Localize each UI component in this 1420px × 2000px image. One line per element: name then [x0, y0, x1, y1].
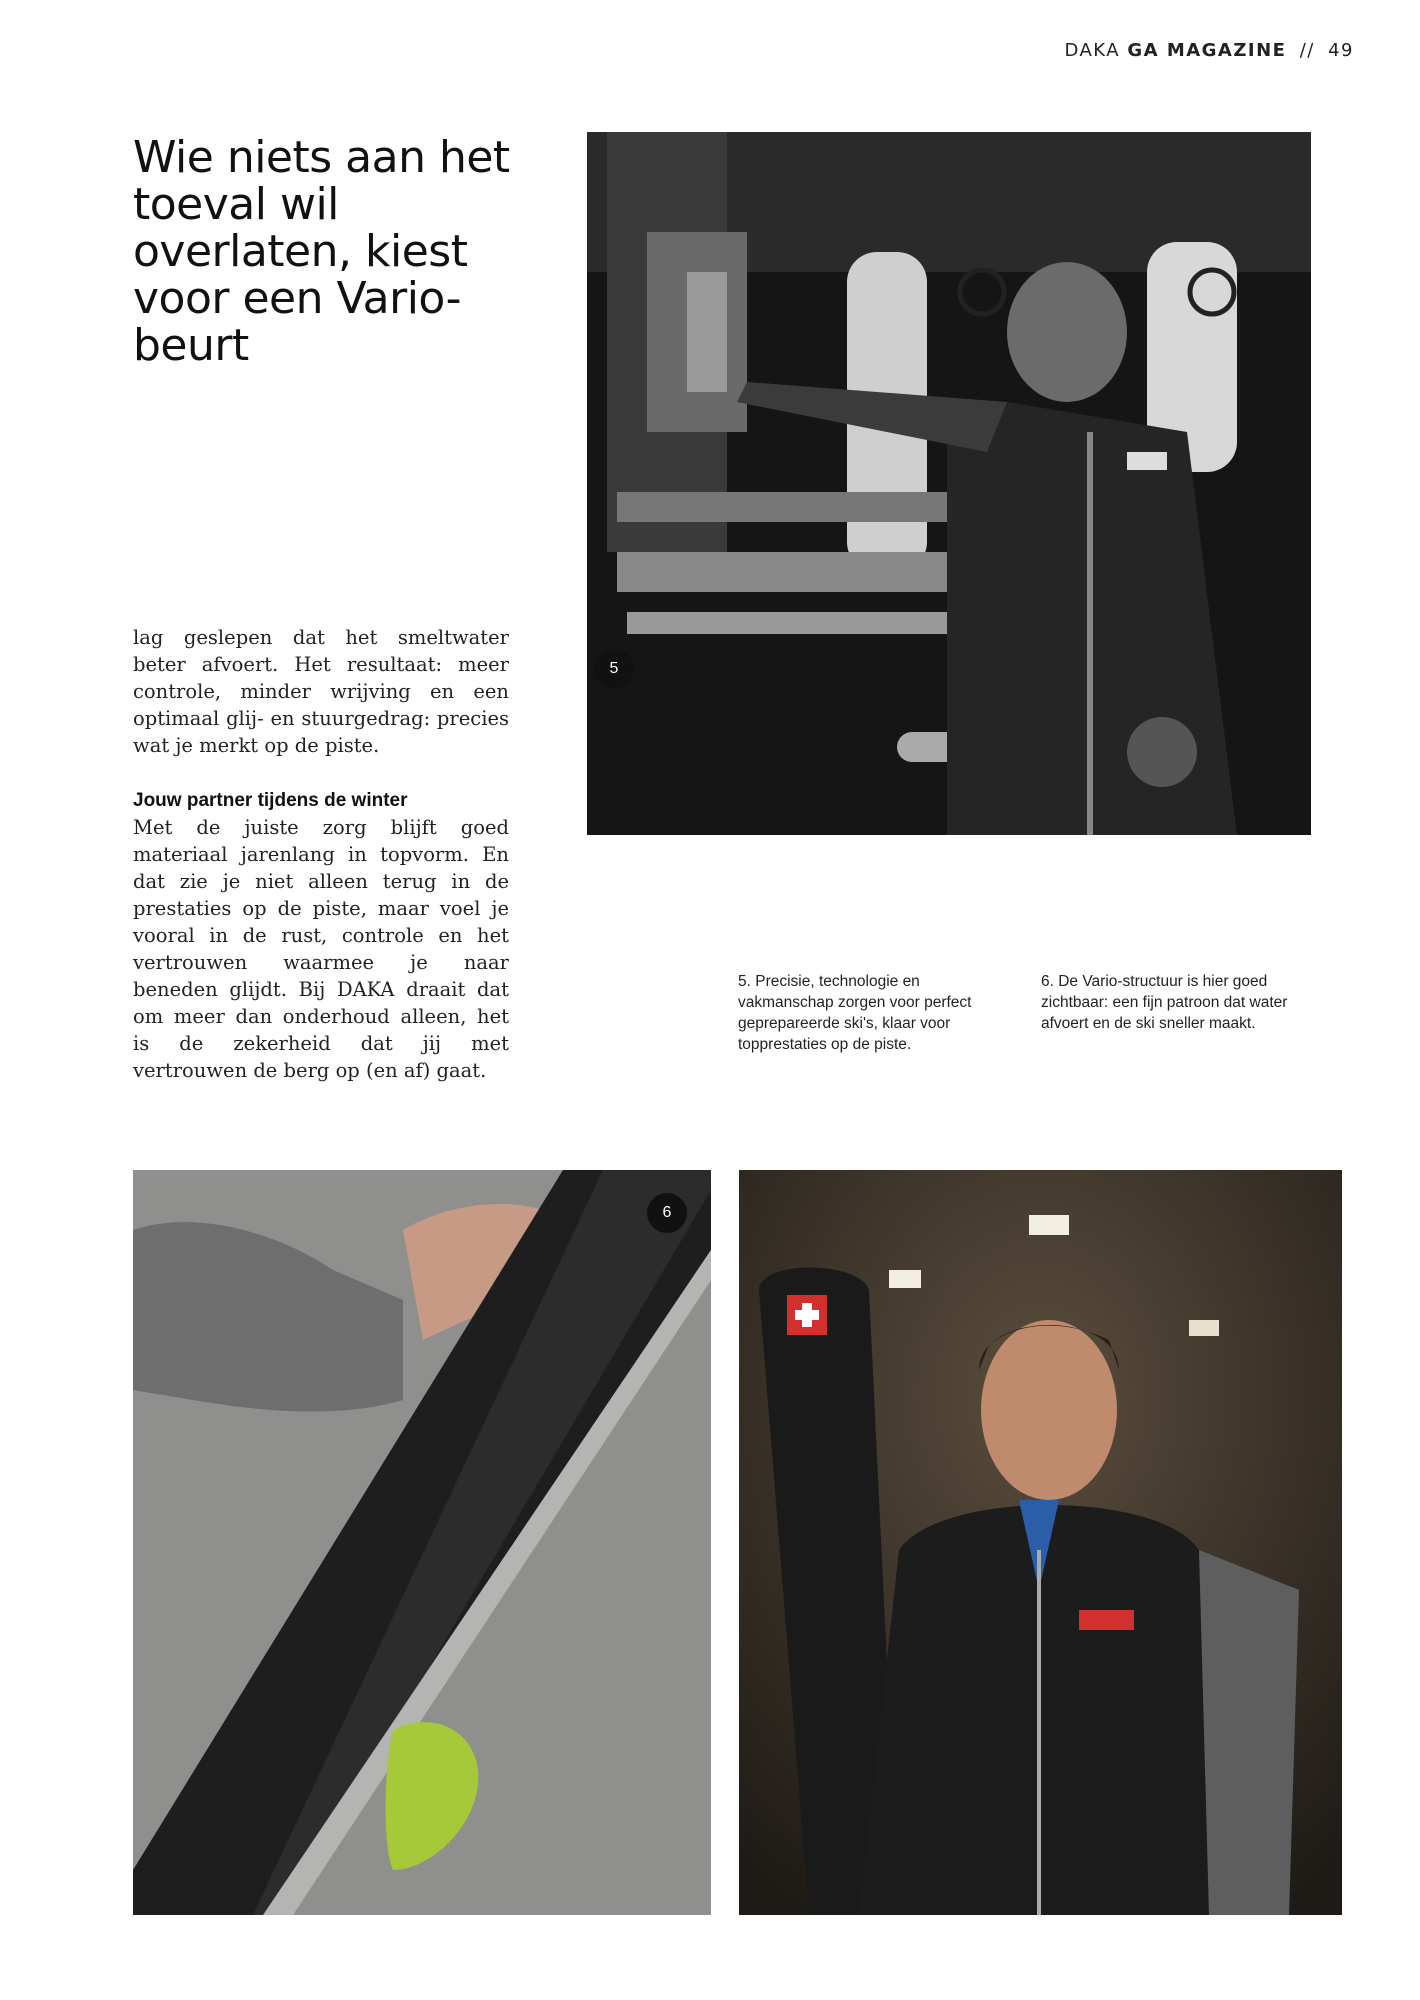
brand-name: DAKA	[1064, 40, 1121, 61]
photo-number-badge-6: 6	[647, 1193, 687, 1233]
photo-ski-base-closeup	[133, 1170, 711, 1915]
body-paragraph-1: lag geslepen dat het smeltwater beter afvoert. Het resultaat: meer controle, minder wrijving en een optimaal glij- en stuurgedrag: precies wat je merkt op de piste.	[133, 626, 509, 757]
photo-man-with-ski	[739, 1170, 1342, 1915]
header-separator: //	[1299, 40, 1315, 61]
page-number: 49	[1328, 40, 1354, 61]
caption-photo-5: 5. Precisie, technologie en vakmanschap zorgen voor perfect geprepareerde ski's, klaar voor topprestaties op de piste.	[738, 973, 972, 1053]
magazine-name: GA MAGAZINE	[1127, 40, 1287, 61]
subheading: Jouw partner tijdens de winter	[133, 790, 408, 811]
photo-technician-machine	[587, 132, 1311, 835]
running-head	[1064, 40, 1354, 61]
caption-photo-6: 6. De Vario-structuur is hier goed zichtbaar: een fijn patroon dat water afvoert en de ski sneller maakt.	[1041, 973, 1288, 1032]
headline: Wie niets aan het toeval wil overlaten, kiest voor een Vario-beurt	[133, 132, 510, 371]
photo-number-badge-5: 5	[594, 649, 634, 689]
body-paragraph-2: Met de juiste zorg blijft goed materiaal jarenlang in topvorm. En dat zie je niet alleen terug in de prestaties op de piste, maar voel je vooral in de rust, controle en het vertrouwen waarmee je naar beneden glijdt. Bij DAKA draait dat om meer dan onderhoud alleen, het is de zekerheid dat jij met vertrouwen de berg op (en af) gaat.	[133, 816, 509, 1082]
